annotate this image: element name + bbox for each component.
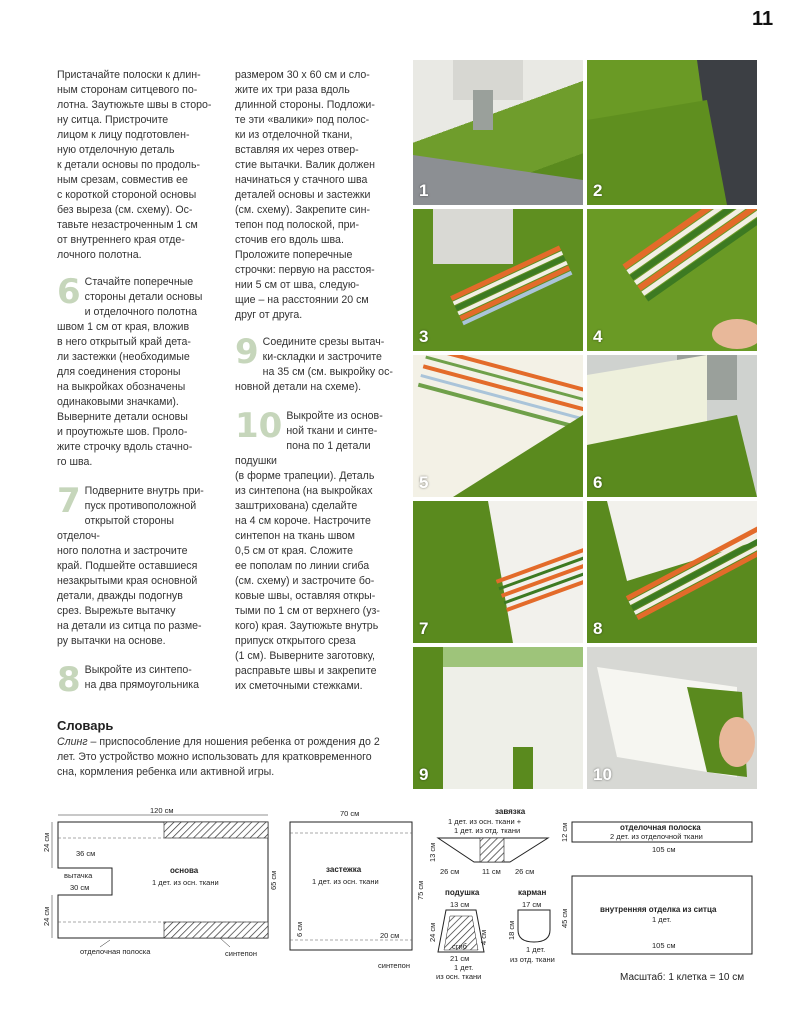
photo-label: 4 bbox=[593, 327, 603, 346]
piece-name: основа bbox=[170, 866, 199, 875]
dim-text: 17 см bbox=[522, 900, 542, 909]
step-9 bbox=[235, 332, 397, 395]
piece-name: карман bbox=[518, 888, 547, 897]
piece-name: отделочная полоска bbox=[620, 823, 701, 832]
dim-text: 105 см bbox=[652, 845, 676, 854]
piece-name: застежка bbox=[326, 865, 362, 874]
photo-label: 9 bbox=[419, 765, 429, 784]
glossary bbox=[57, 718, 387, 780]
photo-7 bbox=[413, 501, 583, 643]
dim-text: 26 см bbox=[515, 867, 535, 876]
step-number: 8 bbox=[57, 660, 81, 700]
dim-text: 120 см bbox=[150, 806, 174, 815]
text-column-1 bbox=[57, 68, 219, 707]
dim-text: 12 см bbox=[560, 822, 569, 842]
photo-2-image bbox=[587, 60, 757, 205]
photo-4 bbox=[587, 209, 757, 351]
glossary-title: Словарь bbox=[57, 718, 114, 733]
photo-label: 7 bbox=[419, 619, 429, 638]
photo-5-image bbox=[413, 355, 583, 497]
step-6 bbox=[57, 272, 219, 470]
dim-text: 70 см bbox=[340, 809, 360, 818]
photo-1-image bbox=[413, 60, 583, 205]
step-text: Соедините срезы вытач- ки-складки и застрочите на 35 см (см. выкройку ос- новной детали на схеме). bbox=[235, 336, 393, 393]
piece-spec: из осн. ткани bbox=[436, 972, 482, 981]
dim-text: 75 см bbox=[416, 880, 425, 900]
dim-text: 24 см bbox=[428, 922, 437, 942]
piece-spec: 1 дет. bbox=[454, 963, 474, 972]
photo-6-image bbox=[587, 355, 757, 497]
step-text: Выкройте из синтепо- на два прямоугольника bbox=[84, 664, 199, 691]
dim-text: 11 см bbox=[482, 867, 501, 876]
dim-text: 6 см bbox=[295, 921, 304, 937]
piece-spec: 1 дет. из осн. ткани bbox=[312, 877, 379, 886]
photo-label: 8 bbox=[593, 619, 603, 638]
photo-5 bbox=[413, 355, 583, 497]
photo-7-image bbox=[413, 501, 583, 643]
dim-text: 105 см bbox=[652, 941, 676, 950]
dim-text: 18 см bbox=[507, 920, 516, 940]
photo-10-image bbox=[587, 647, 757, 789]
photo-10 bbox=[587, 647, 757, 789]
step-10 bbox=[235, 406, 397, 694]
piece-spec: 1 дет. из осн. ткани bbox=[152, 878, 219, 887]
page-number: 11 bbox=[752, 8, 774, 30]
piece-spec: из отд. ткани bbox=[510, 955, 555, 964]
pattern-zavyazka bbox=[428, 807, 548, 876]
piece-spec: 1 дет. bbox=[526, 945, 546, 954]
label-text: синтепон bbox=[225, 949, 257, 958]
text-column-2 bbox=[235, 68, 397, 708]
pattern-zastezhka bbox=[290, 809, 425, 970]
dim-text: 65 см bbox=[269, 870, 278, 890]
photo-label: 10 bbox=[593, 765, 612, 784]
pattern-strip bbox=[560, 822, 752, 854]
step-7 bbox=[57, 481, 219, 649]
step-number: 10 bbox=[235, 406, 283, 446]
photo-label: 2 bbox=[593, 181, 603, 200]
photo-8 bbox=[587, 501, 757, 643]
step-number: 9 bbox=[235, 332, 259, 372]
photo-label: 1 bbox=[419, 181, 429, 200]
dim-text: 4 см bbox=[479, 929, 488, 945]
dim-text: 45 см bbox=[560, 908, 569, 928]
dim-text: 13 см bbox=[428, 842, 437, 862]
label-text: отделочная полоска bbox=[80, 947, 151, 956]
dim-text: 21 см bbox=[450, 954, 470, 963]
dim-text: 26 см bbox=[440, 867, 460, 876]
dim-text: 24 см bbox=[42, 832, 51, 852]
label-text: синтепон bbox=[378, 961, 410, 970]
photo-4-image bbox=[587, 209, 757, 351]
step-text: Выкройте из основ- ной ткани и синте- пона по 1 детали подушки (в форме трапеции). Деталь из синтепона (на выкройках заштрихована) сделайте на 4 см короче. Настрочите синтепон на ткань швом 0,5 см от края. Сложите ее пополам по линии сгиба (см. схему) и застрочите бо- ковые швы, оставляя откры- тыми по 1 см от верхнего (уз- кого) края. Заутюжьте внутрь припуск открытого среза (1 см). Выверните заготовку, расправьте швы и закрепите их сметочными стежками. bbox=[235, 410, 383, 692]
dim-text: 13 см bbox=[450, 900, 470, 909]
photo-label: 6 bbox=[593, 473, 603, 492]
photo-9 bbox=[413, 647, 583, 789]
scale-note: Масштаб: 1 клетка = 10 см bbox=[620, 972, 745, 983]
piece-spec: 1 дет. из осн. ткани + bbox=[448, 817, 522, 826]
pattern-inner bbox=[560, 876, 752, 954]
piece-spec: 1 дет. из отд. ткани bbox=[454, 826, 521, 835]
photo-label: 3 bbox=[419, 327, 429, 346]
intro-paragraph: Пристачайте полоски к длин- ным сторонам ситцевого по- лотна. Заутюжьте швы в сторо- ну ситца. Пристрочите лицом к лицу подготовлен- ную отделочную деталь к детали основы по продоль- ным срезам, совместив ее с короткой стороной основы без выреза (см. схему). Ос- тавьте незастроченным 1 см от внутреннего края отде- лочного полотна. bbox=[57, 69, 212, 261]
photo-6 bbox=[587, 355, 757, 497]
dim-text: 36 см bbox=[76, 849, 96, 858]
label-text: вытачка bbox=[64, 871, 93, 880]
dim-text: 24 см bbox=[42, 906, 51, 926]
glossary-entry bbox=[57, 735, 387, 780]
step-number: 6 bbox=[57, 272, 81, 312]
step-8 bbox=[57, 660, 219, 700]
photo-9-image bbox=[413, 647, 583, 789]
dim-text: 30 см bbox=[70, 883, 90, 892]
step-text: Стачайте поперечные стороны детали основы и отделочного полотна швом 1 см от края, вложив в него открытый край дета- ли застежки (необходимые для соединения стороны на выкройках обозначены одинаковыми значками). Выверните детали основы и проутюжьте шов. Проло- жите строчку вдоль стачно- го шва. bbox=[57, 276, 203, 468]
photo-2 bbox=[587, 60, 757, 205]
pattern-karman bbox=[507, 888, 555, 964]
piece-spec: 2 дет. из отделочной ткани bbox=[610, 832, 703, 841]
photo-8-image bbox=[587, 501, 757, 643]
dim-text: 20 см bbox=[380, 931, 400, 940]
step-number: 7 bbox=[57, 481, 81, 521]
photo-label: 5 bbox=[419, 473, 429, 492]
label-text: сгиб bbox=[452, 942, 467, 951]
piece-spec: 1 дет. bbox=[652, 915, 672, 924]
glossary-definition: – приспособление для ношения ребенка от рождения до 2 лет. Это устройство можно использовать для кратковременного сна, кормления ребенка или активной игры. bbox=[57, 736, 380, 778]
photo-1 bbox=[413, 60, 583, 205]
pattern-osnova bbox=[42, 806, 278, 958]
piece-name: завязка bbox=[495, 807, 526, 816]
piece-name: внутренняя отделка из ситца bbox=[600, 905, 717, 914]
pattern-podushka bbox=[428, 888, 488, 981]
photo-3-image bbox=[413, 209, 583, 351]
piece-name: подушка bbox=[445, 888, 480, 897]
glossary-term: Слинг bbox=[57, 736, 88, 748]
intro-paragraph: размером 30 х 60 см и сло- жите их три раза вдоль длинной стороны. Подложи- те эти «валики» под полос- ки из отделочной ткани, вставляя их через отвер- стие вытачки. Валик должен начинаться у стачного шва деталей основы и застежки (см. схему). Закрепите син- тепон под полоской, при- сточив его вдоль шва. Проложите поперечные строчки: первую на расстоя- нии 5 см от шва, следую- щие – на расстоянии 20 см друг от друга. bbox=[235, 69, 375, 321]
step-text: Подверните внутрь при- пуск противоположной открытой стороны отделоч- ного полотна и застрочите край. Подшейте оставшиеся незакрытыми края основной детали, дважды подогнув срез. Вырежьте вытачку на детали из ситца по разме- ру вытачки на основе. bbox=[57, 485, 204, 647]
photo-3 bbox=[413, 209, 583, 351]
